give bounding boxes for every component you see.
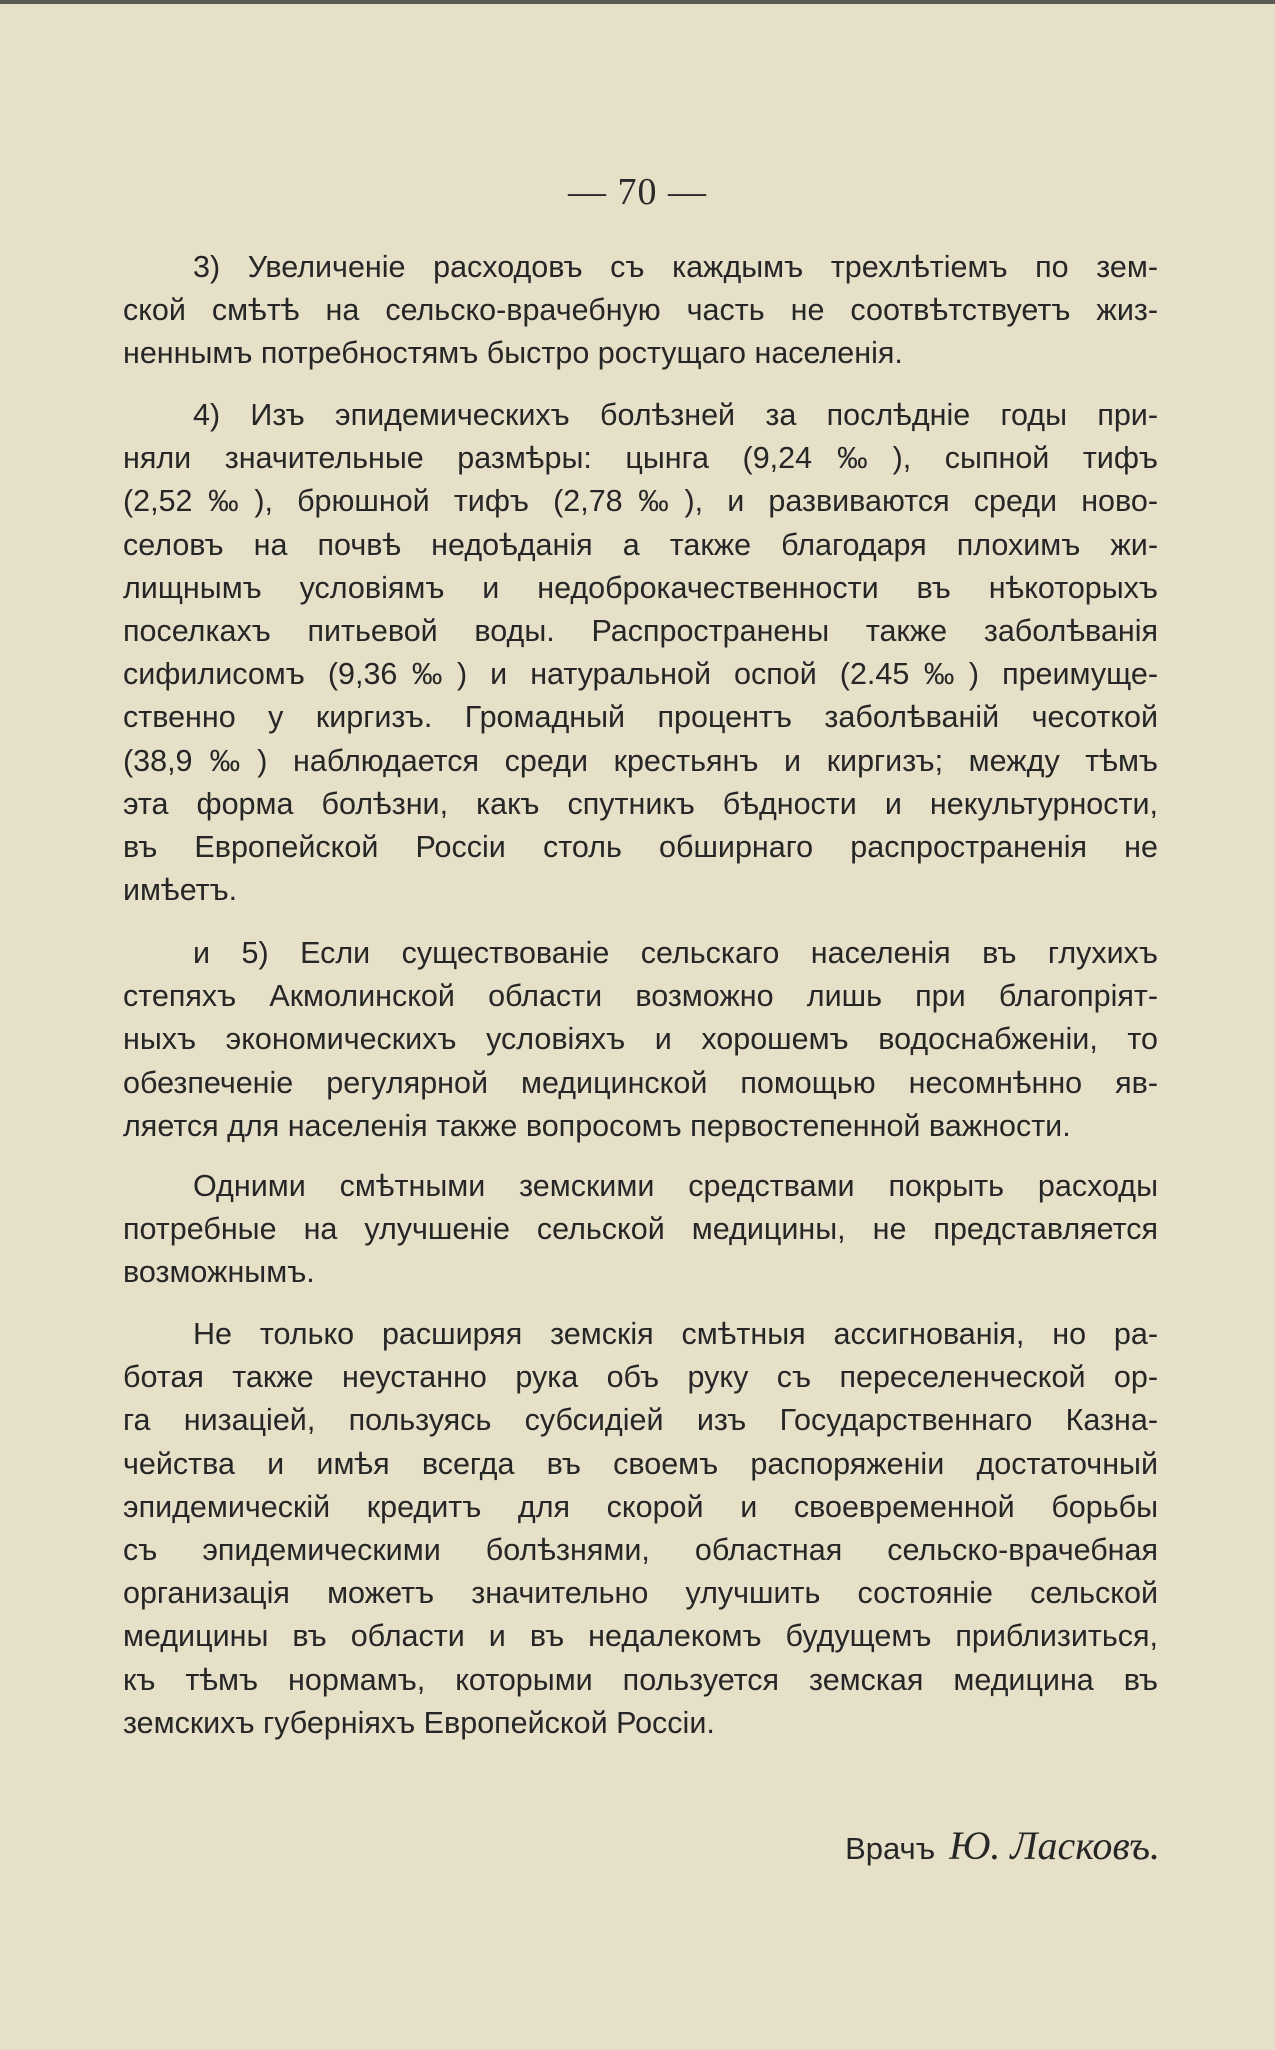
text-line: и 5) Если существованіе сельскаго населенія въ глухихъ	[193, 936, 1158, 970]
text-line: возможнымъ.	[123, 1255, 315, 1290]
text-line: 4) Изъ эпидемическихъ болѣзней за послѣдніе годы при-	[193, 398, 1158, 432]
text-line: Одними смѣтными земскими средствами покрыть расходы	[193, 1169, 1158, 1203]
text-line: потребные на улучшеніе сельской медицины, не представляется	[123, 1212, 1158, 1247]
text-line: ботая также неустанно рука объ руку съ переселенческой ор-	[123, 1360, 1158, 1395]
text-line: ской смѣтѣ на сельско-врачебную часть не соотвѣтствуетъ жиз-	[123, 293, 1158, 328]
text-line: ственно у киргизъ. Громадный процентъ заболѣваній чесоткой	[123, 700, 1158, 735]
text-line: 3) Увеличеніе расходовъ съ каждымъ трехлѣтіемъ по зем-	[193, 250, 1158, 284]
text-line: имѣетъ.	[123, 873, 238, 908]
text-line: организація можетъ значительно улучшить состояніе сельской	[123, 1576, 1158, 1611]
signature-name: Ю. Ласковъ.	[949, 1823, 1160, 1868]
text-line: поселкахъ питьевой воды. Распространены также заболѣванія	[123, 613, 1158, 648]
text-line: эта форма болѣзни, какъ спутникъ бѣдности и некультурности,	[123, 786, 1158, 821]
text-line: обезпеченіе регулярной медицинской помощью несомнѣнно яв-	[123, 1065, 1158, 1100]
text-line: чейства и имѣя всегда въ своемъ распоряженіи достаточный	[123, 1446, 1158, 1481]
text-line: селовъ на почвѣ недоѣданія а также благодаря плохимъ жи-	[123, 527, 1158, 562]
signature	[845, 1822, 1160, 1869]
text-line: эпидемическій кредитъ для скорой и своевременной борьбы	[123, 1489, 1158, 1524]
text-line: сифилисомъ (9,36‰) и натуральной оспой (2.45‰) преимуще-	[123, 657, 1158, 692]
paragraph-4	[123, 394, 1158, 912]
text-line: га низаціей, пользуясь субсидіей изъ Государственнаго Казна-	[123, 1403, 1158, 1438]
text-line: няли значительные размѣры: цынга (9,24‰), сыпной тифъ	[123, 441, 1158, 476]
signature-title: Врачъ	[845, 1831, 936, 1866]
paragraph-3	[123, 246, 1158, 376]
text-line: съ эпидемическими болѣзнями, областная сельско-врачебная	[123, 1532, 1158, 1567]
text-line: въ Европейской Россіи столь обширнаго распространенія не	[123, 829, 1158, 864]
paragraph-6	[123, 1165, 1158, 1295]
page-number: — 70 —	[568, 171, 707, 213]
text-line: (2,52‰), брюшной тифъ (2,78‰), и развиваются среди ново-	[123, 484, 1158, 519]
text-line: медицины въ области и въ недалекомъ будущемъ приблизиться,	[123, 1619, 1158, 1654]
text-line: неннымъ потребностямъ быстро ростущаго населенія.	[123, 336, 903, 371]
text-line: ляется для населенія также вопросомъ первостепенной важности.	[123, 1108, 1071, 1143]
text-line: степяхъ Акмолинской области возможно лишь при благопріят-	[123, 979, 1158, 1014]
text-line: лищнымъ условіямъ и недоброкачественности въ нѣкоторыхъ	[123, 570, 1158, 605]
paragraph-7	[123, 1313, 1158, 1745]
paragraph-5	[123, 932, 1158, 1148]
page-top-edge	[0, 0, 1275, 4]
text-line: земскихъ губерніяхъ Европейской Россіи.	[123, 1705, 715, 1740]
text-line: къ тѣмъ нормамъ, которыми пользуется земская медицина въ	[123, 1662, 1158, 1697]
text-line: (38,9‰) наблюдается среди крестьянъ и киргизъ; между тѣмъ	[123, 743, 1158, 778]
text-line: ныхъ экономическихъ условіяхъ и хорошемъ водоснабженіи, то	[123, 1022, 1158, 1057]
text-line: Не только расширяя земскія смѣтныя ассигнованія, но ра-	[193, 1317, 1158, 1351]
